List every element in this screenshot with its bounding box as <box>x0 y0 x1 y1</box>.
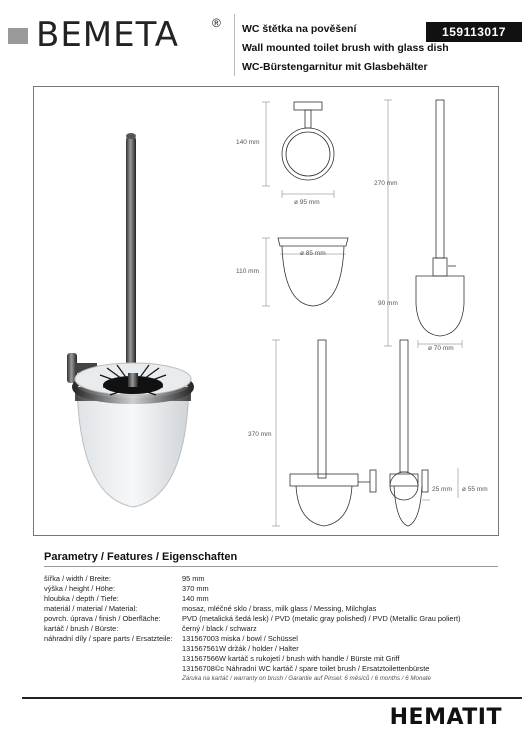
footer-rule <box>22 697 522 699</box>
spec-label: povrch. úprava / finish / Oberfläche: <box>44 614 161 623</box>
spare-part: 131567566W kartáč s rukojetí / brush with handle / Bürste mit Griff <box>182 654 400 663</box>
brand-logo: BEMETA <box>36 15 180 55</box>
spec-value: černý / black / schwarz <box>182 624 257 633</box>
brush-drawing <box>384 100 464 348</box>
dim-ring-diameter: ø 95 mm <box>294 199 320 206</box>
dim-bowl-diameter: ø 85 mm <box>300 250 326 257</box>
dim-total-height: 270 mm <box>374 180 398 187</box>
product-code: 159113017 <box>426 22 522 42</box>
title-czech: WC štětka na pověšení <box>242 23 357 35</box>
dim-brush-diameter: ø 70 mm <box>428 345 454 352</box>
spec-label: hloubka / depth / Tiefe: <box>44 594 119 603</box>
assembly-drawing <box>272 340 458 526</box>
spec-label: náhradní díly / spare parts / Ersatzteile: <box>44 634 173 643</box>
spec-value: 370 mm <box>182 584 209 593</box>
technical-drawings <box>230 90 498 530</box>
spec-value: 95 mm <box>182 574 205 583</box>
dim-brush-height: 90 mm <box>378 300 398 307</box>
spec-value: 131567003 miska / bowl / Schüssel <box>182 634 298 643</box>
title-german: WC-Bürstengarnitur mit Glasbehälter <box>242 61 428 73</box>
dim-holder-height: 140 mm <box>236 139 260 146</box>
features-heading: Parametry / Features / Eigenschaften <box>44 551 238 563</box>
spec-label: výška / height / Höhe: <box>44 584 116 593</box>
spec-label: materiál / material / Material: <box>44 604 138 613</box>
dim-overall-height: 370 mm <box>248 431 272 438</box>
spec-value: PVD (metalická šedá lesk) / PVD (metalic gray polished) / PVD (Metallic Grau poliert) <box>182 614 461 623</box>
spec-label: kartáč / brush / Bürste: <box>44 624 119 633</box>
product-photo <box>55 125 215 525</box>
header-divider <box>234 14 235 76</box>
spec-label: šířka / width / Breite: <box>44 574 111 583</box>
spare-part: 131567561W držák / holder / Halter <box>182 644 299 653</box>
ring-drawing <box>262 102 334 198</box>
bowl-drawing <box>262 238 348 306</box>
dim-bowl-height: 110 mm <box>236 268 259 275</box>
spec-value: mosaz, mléčné sklo / brass, milk glass / Messing, Milchglas <box>182 604 377 613</box>
features-rule <box>44 566 498 567</box>
warranty-note: Záruka na kartáč / warranty on brush / Garantie auf Pinsel: 6 měsíců / 6 months / 6 Monate <box>182 675 431 682</box>
spare-part: 13156708©c Náhradní WC kartáč / spare toilet brush / Ersatztoilettenbürste <box>182 664 430 673</box>
dim-rosette-depth: 25 mm <box>432 486 452 493</box>
spec-value: 140 mm <box>182 594 209 603</box>
title-english: Wall mounted toilet brush with glass dish <box>242 42 449 54</box>
dim-rosette-diameter: ø 55 mm <box>462 486 488 493</box>
product-name: HEMATIT <box>389 705 502 730</box>
logo-mark <box>8 28 28 44</box>
registered-mark: ® <box>212 16 221 30</box>
